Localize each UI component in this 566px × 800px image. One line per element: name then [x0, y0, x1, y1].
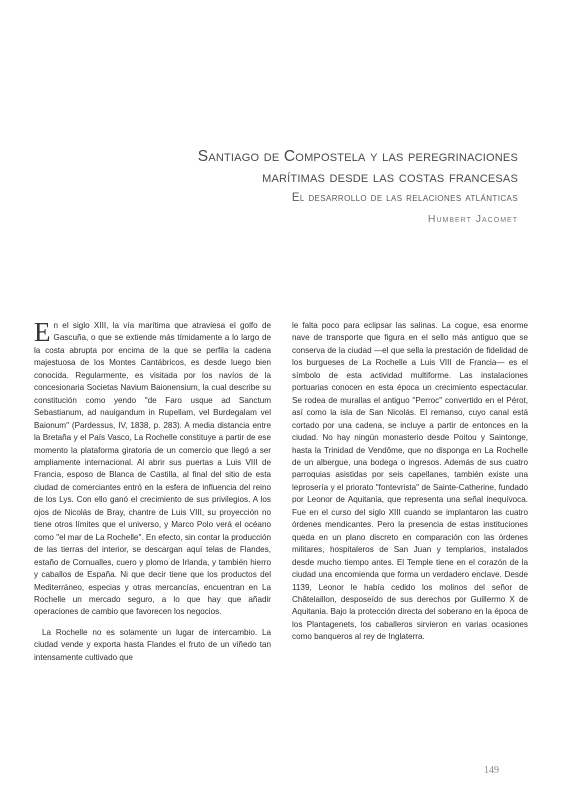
- title-block: [40, 146, 518, 226]
- article-title-line-1: Santiago de Compostela y las peregrinaciones: [197, 148, 518, 165]
- article-title-line-2: marítimas desde las costas francesas: [262, 169, 518, 186]
- article-subtitle: El desarrollo de las relaciones atlánticas: [291, 192, 518, 204]
- text-column-right: [292, 320, 528, 644]
- paragraph: La Rochelle no es solamente un lugar de intercambio. La ciudad vende y exporta hasta Flandes el fruto de un viñedo tan intensamente cultivado que: [34, 627, 271, 662]
- paragraph-text: n el siglo XIII, la vía marítima que atraviesa el golfo de Gascuña, o que se extiende más tímidamente a lo largo de la costa abrupta por encima de la que se perfila la cadena majestuosa de los Montes Cantábricos, es desde luego bien conocida. Regularmente, es visitada por los navíos de la concesionaria Societas Navium Baionensium, la cual describe su constitución como yendo "de Faro usque ad Sanctum Sebastianum, ad nauigandum in Rupellam, vel Burdegalam vel Baionum" (Pardessus, IV, 1838, p. 283). A media distancia entre la Bretaña y el País Vasco, La Rochelle constituye a partir de ese momento la plataforma giratoria de un comercio que llegó a ser ampliamente internacional. Al abrir sus puertas a Luis VIII de Francia, esposo de Blanca de Castilla, al final del sitio de esta ciudad de comerciantes entró en la esfera de influencia del reino de los Lys. Con ello ganó el crecimiento de sus privilegios. A los ojos de Nicolás de Bray, chantre de Luis VIII, su proyección no tiene otros límites que el universo, y Marco Polo verá el océano como "el mar de La Rochelle". En efecto, sin contar la producción de las tierras del interior, se descargan aquí telas de Flandes, estaño de Cornualles, cuero y plomo de Irlanda, y también hierro y caballos de España. Ni que decir tiene que los productos del Mediterráneo, especias y otras mercancías, encuentran en La Rochelle un mercado seguro, a lo que hay que añadir operaciones de cambio que favorecen los negocios.: [34, 321, 271, 617]
- drop-cap: E: [34, 317, 51, 347]
- article-author: Humbert Jacomet: [427, 213, 518, 225]
- text-column-left: [34, 317, 271, 664]
- paragraph: le falta poco para eclipsar las salinas. La cogue, esa enorme nave de transporte que figura en el sello más antiguo que se conserva de la ciudad —el que sella la prestación de fidelidad de los burgueses de La Rochelle a Luis VIII de Francia— es el símbolo de esta actividad multiforme. Las instalaciones portuarias conocen en esta época un crecimiento espectacular. Se rodea de murallas el antiguo "Perroc" convertido en el Pérot, así como la isla de San Nicolás. El remanso, cuyo canal está cortado por una cadena, se incluye a partir de entonces en la ciudad. No hay ningún monasterio desde Poitou y Saintonge, hasta la Trinidad de Vendôme, que no disponga en La Rochelle de un albergue, una bodega o ingresos. Además de sus cuatro parroquias asistidas por seis capellanes, también existe una leprosería y el priorato "fontevrista" de Sainte-Catherine, fundado por Leonor de Aquitania, que representa una señal inequívoca. Fue en el curso del siglo XIII cuando se implantaron las cuatro órdenes mendicantes. Pero la presencia de estas instituciones queda en un plano discreto en comparación con las órdenes militares, hospitaleros de San Juan y templarios, instalados desde mucho tiempo antes. El Temple tiene en el corazón de la ciudad una encomienda que forma un verdadero enclave. Desde 1139, Leonor le había cedido los molinos del señor de Châtelaillon, desposeído de sus derechos por Guillermo X de Aquitania. Bajo la protección directa del soberano en la época de los Plantagenets, los caballeros sirvieron en varias ocasiones como banqueros al rey de Inglaterra.: [292, 321, 528, 642]
- paragraph: [34, 317, 271, 619]
- page-number: 149: [484, 765, 499, 776]
